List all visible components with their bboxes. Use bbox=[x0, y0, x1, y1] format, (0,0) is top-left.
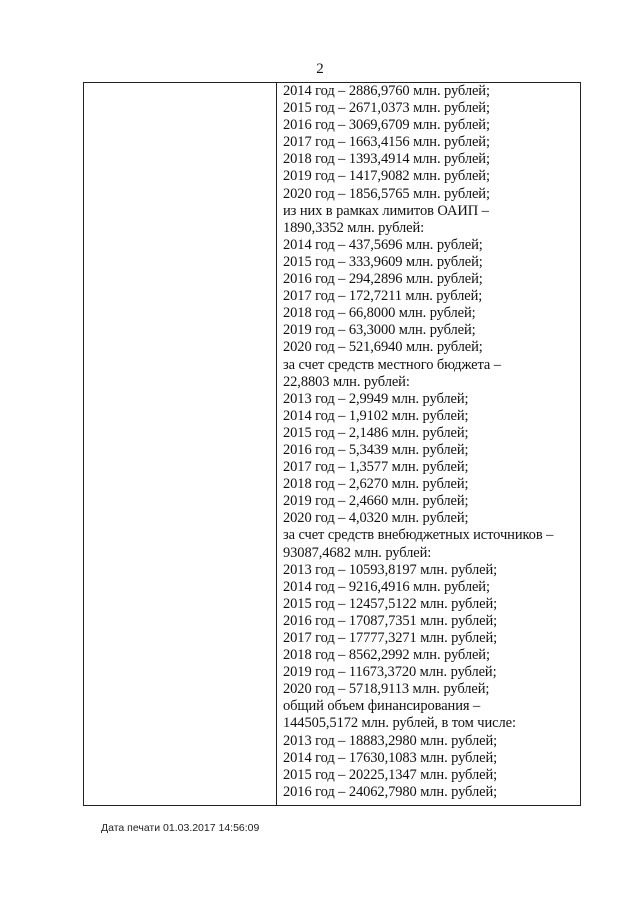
funding-line: 2018 год – 2,6270 млн. рублей; bbox=[283, 476, 469, 493]
funding-line: 2015 год – 20225,1347 млн. рублей; bbox=[283, 766, 498, 783]
table-left-column bbox=[84, 83, 277, 805]
funding-line: 2016 год – 5,3439 млн. рублей; bbox=[283, 441, 469, 458]
funding-line: 2018 год – 8562,2992 млн. рублей; bbox=[283, 647, 490, 664]
funding-line: 2013 год – 18883,2980 млн. рублей; bbox=[283, 732, 498, 749]
funding-line: 2013 год – 10593,8197 млн. рублей; bbox=[283, 561, 498, 578]
funding-line: 2019 год – 2,4660 млн. рублей; bbox=[283, 493, 469, 510]
funding-line: 2014 год – 2886,9760 млн. рублей; bbox=[283, 83, 490, 99]
table-right-column bbox=[277, 83, 580, 801]
funding-line: 2014 год – 17630,1083 млн. рублей; bbox=[283, 749, 498, 766]
funding-line: 2016 год – 294,2896 млн. рублей; bbox=[283, 271, 483, 288]
funding-line: 2018 год – 1393,4914 млн. рублей; bbox=[283, 151, 490, 168]
page-number: 2 bbox=[316, 61, 324, 77]
funding-line: 2019 год – 1417,9082 млн. рублей; bbox=[283, 168, 490, 185]
funding-line: 2014 год – 9216,4916 млн. рублей; bbox=[283, 578, 490, 595]
document-table bbox=[83, 82, 581, 806]
funding-line: 2017 год – 1,3577 млн. рублей; bbox=[283, 459, 469, 476]
funding-line: 2020 год – 5718,9113 млн. рублей; bbox=[283, 681, 490, 698]
funding-line: 2016 год – 17087,7351 млн. рублей; bbox=[283, 612, 498, 629]
funding-line: 2014 год – 1,9102 млн. рублей; bbox=[283, 407, 469, 424]
funding-line: за счет средств местного бюджета – bbox=[283, 356, 501, 373]
funding-line: 2016 год – 3069,6709 млн. рублей; bbox=[283, 117, 490, 134]
funding-line: 2014 год – 437,5696 млн. рублей; bbox=[283, 236, 483, 253]
funding-line: 2016 год – 24062,7980 млн. рублей; bbox=[283, 783, 498, 800]
funding-line: 2020 год – 521,6940 млн. рублей; bbox=[283, 339, 483, 356]
funding-line: 2020 год – 1856,5765 млн. рублей; bbox=[283, 185, 490, 202]
funding-line: 2015 год – 333,9609 млн. рублей; bbox=[283, 253, 483, 270]
funding-line: 1890,3352 млн. рублей: bbox=[283, 219, 425, 236]
funding-line: 2020 год – 4,0320 млн. рублей; bbox=[283, 510, 469, 527]
print-date: Дата печати 01.03.2017 14:56:09 bbox=[101, 822, 260, 834]
funding-line: 2015 год – 2,1486 млн. рублей; bbox=[283, 424, 469, 441]
funding-line: 22,8803 млн. рублей: bbox=[283, 373, 410, 390]
funding-line: 93087,4682 млн. рублей: bbox=[283, 544, 432, 561]
funding-line: 2019 год – 63,3000 млн. рублей; bbox=[283, 322, 476, 339]
funding-line: общий объем финансирования – bbox=[283, 698, 481, 715]
funding-line: 2015 год – 12457,5122 млн. рублей; bbox=[283, 595, 498, 612]
funding-line: 2017 год – 17777,3271 млн. рублей; bbox=[283, 630, 498, 646]
funding-line: 2019 год – 11673,3720 млн. рублей; bbox=[283, 664, 497, 681]
funding-line: за счет средств внебюджетных источников – bbox=[283, 527, 554, 544]
funding-line: 144505,5172 млн. рублей, в том числе: bbox=[283, 715, 516, 732]
funding-line: 2017 год – 1663,4156 млн. рублей; bbox=[283, 134, 490, 151]
funding-line: 2015 год – 2671,0373 млн. рублей; bbox=[283, 100, 490, 117]
funding-line: из них в рамках лимитов ОАИП – bbox=[283, 202, 489, 219]
funding-line: 2017 год – 172,7211 млн. рублей; bbox=[283, 288, 483, 305]
funding-line: 2013 год – 2,9949 млн. рублей; bbox=[283, 390, 469, 407]
funding-line: 2018 год – 66,8000 млн. рублей; bbox=[283, 305, 476, 322]
